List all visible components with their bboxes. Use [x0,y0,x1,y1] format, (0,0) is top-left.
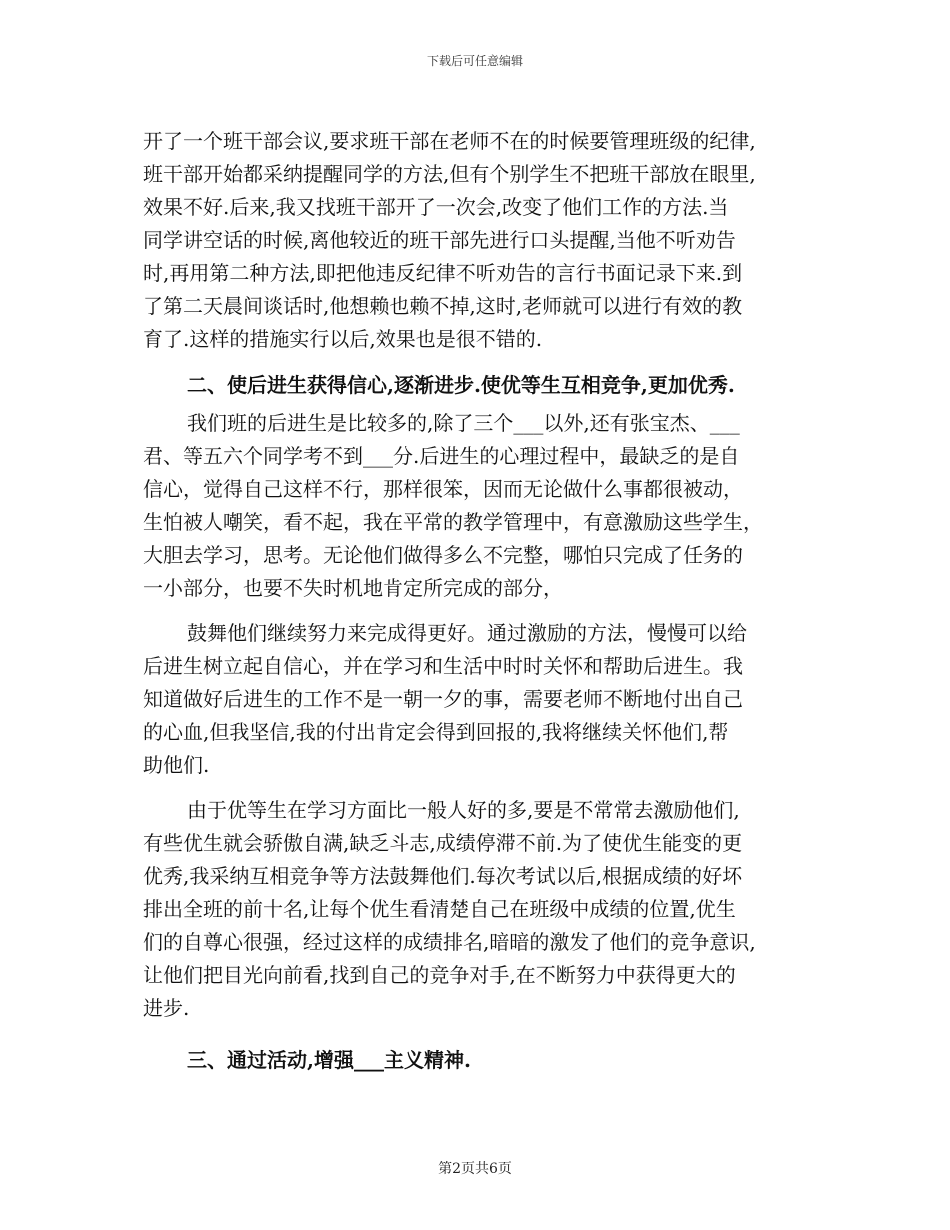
paragraph-line: 同学讲空话的时候,离他较近的班干部先进行口头提醒,当他不听劝告 [143,228,736,252]
paragraph-line: 大胆去学习，思考。无论他们做得多么不完整，哪怕只完成了任务的 [143,543,743,567]
section-heading: 二、使后进生获得信心,逐渐进步.使优等生互相竞争,更加优秀. [187,373,735,397]
paragraph-line: 优秀,我采纳互相竞争等方法鼓舞他们.每次考试以后,根据成绩的好坏 [143,864,743,888]
paragraph-line: 育了.这样的措施实行以后,效果也是很不错的. [143,327,543,351]
paragraph-line: 知道做好后进生的工作不是一朝一夕的事，需要老师不断地付出自己 [143,687,743,711]
paragraph-line: 生怕被人嘲笑，看不起，我在平常的教学管理中，有意激励这些学生， [143,510,763,534]
paragraph-line: 让他们把目光向前看,找到自己的竞争对手,在不断努力中获得更大的 [143,963,736,987]
paragraph-line: 的心血,但我坚信,我的付出肯定会得到回报的,我将继续关怀他们,帮 [143,720,729,744]
paragraph-line: 后进生树立起自信心，并在学习和生活中时时关怀和帮助后进生。我 [143,654,743,678]
paragraph-line: 君、等五六个同学考不到___分.后进生的心理过程中，最缺乏的是自 [143,444,740,468]
paragraph-line: 开了一个班干部会议,要求班干部在老师不在的时候要管理班级的纪律, [143,129,756,153]
paragraph-line: 有些优生就会骄傲自满,缺乏斗志,成绩停滞不前.为了使优生能变的更 [143,831,743,855]
paragraph-line: 班干部开始都采纳提醒同学的方法,但有个别学生不把班干部放在眼里, [143,162,756,186]
paragraph-line: 助他们. [143,753,210,777]
paragraph-line: 效果不好.后来,我又找班干部开了一次会,改变了他们工作的方法.当 [143,195,729,219]
paragraph-line: 们的自尊心很强，经过这样的成绩排名,暗暗的激发了他们的竞争意识, [143,930,756,954]
paragraph-line: 我们班的后进生是比较多的,除了三个___以外,还有张宝杰、___ [187,411,740,435]
paragraph-line: 进步. [143,996,190,1020]
paragraph-line: 了第二天晨间谈话时,他想赖也赖不掉,这时,老师就可以进行有效的教 [143,294,743,318]
page-footer: 第2页共6页 [438,1161,512,1177]
paragraph-line: 排出全班的前十名,让每个优生看清楚自己在班级中成绩的位置,优生 [143,897,736,921]
paragraph-line: 鼓舞他们继续努力来完成得更好。通过激励的方法，慢慢可以给 [187,621,747,645]
paragraph-line: 时,再用第二种方法,即把他违反纪律不听劝告的言行书面记录下来.到 [143,261,743,285]
paragraph-line: 由于优等生在学习方面比一般人好的多,要是不常常去激励他们, [187,798,740,822]
paragraph-line: 信心，觉得自己这样不行，那样很笨，因而无论做什么事都很被动， [143,477,743,501]
page-header: 下载后可任意编辑 [426,54,523,68]
section-heading: 三、通过活动,增强___主义精神. [187,1048,471,1072]
paragraph-line: 一小部分，也要不失时机地肯定所完成的部分， [143,576,563,600]
